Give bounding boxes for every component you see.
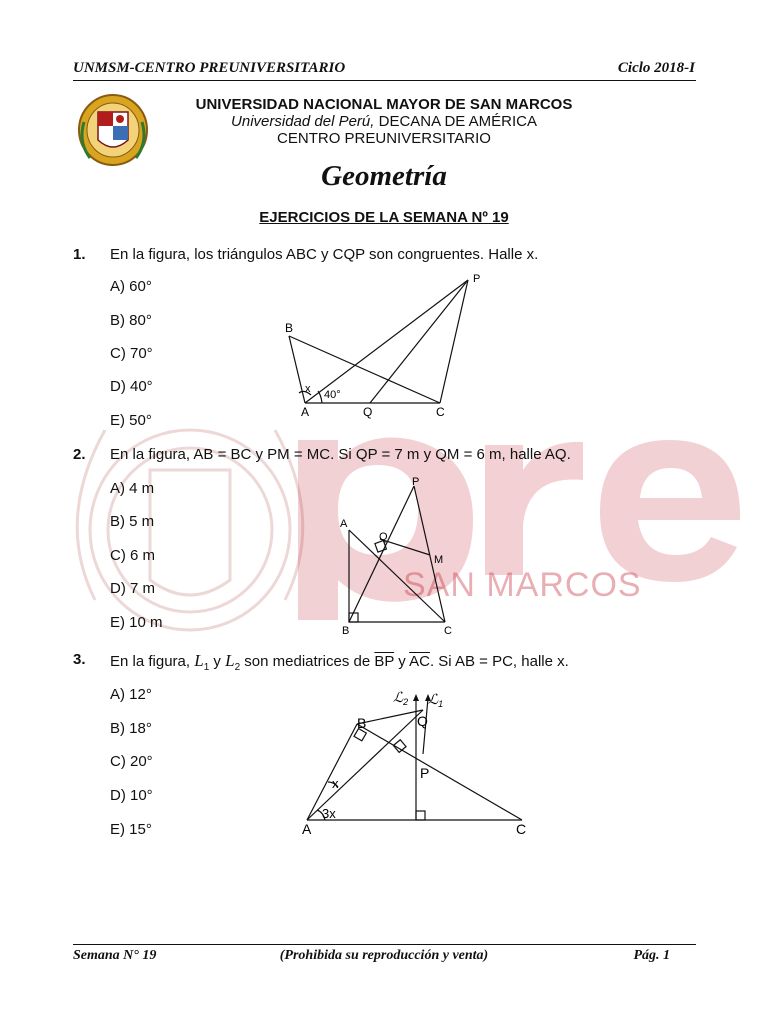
q3-text-a: En la figura, [110,653,195,670]
footer-page: Pág. 1 [633,948,670,963]
question-3-figure [295,684,545,840]
university-subtitle [0,113,768,130]
q1-label-A: A [301,405,310,419]
q1-segment-AP [305,280,468,403]
q1-label-P: P [473,273,481,285]
question-3-option-e: E) 15° [110,821,152,838]
week-title: EJERCICIOS DE LA SEMANA Nº 19 [259,209,509,226]
question-3-option-d: D) 10° [110,787,153,804]
q3-arrow-L2 [413,694,419,701]
footer-rule [73,944,696,945]
q2-label-Q: Q [379,531,388,543]
q3-label-Q: Q [417,713,428,729]
question-2-option-e: E) 10 m [110,614,163,631]
question-2-option-a: A) 4 m [110,480,155,497]
q3-label-3x: 3x [322,806,336,821]
q3-label-L1: ℒ$_1$ [428,691,444,709]
university-subtitle-italic: Universidad del Perú, [231,113,375,130]
q3-right-angle-L2 [416,811,425,820]
question-3-option-b: B) 18° [110,720,152,737]
q3-segment-BC [357,724,522,820]
watermark-brand-sub: SAN MARCOS [403,566,642,604]
q3-label-B: B [357,715,367,731]
header-right: Ciclo 2018-I [617,60,695,76]
university-name: UNIVERSIDAD NACIONAL MAYOR DE SAN MARCOS [195,96,573,113]
q3-seg-BP: $\overline{BP}$ [374,653,395,670]
footer-notice: (Prohibida su reproducción y venta) [279,948,489,963]
q2-right-angle-B [349,613,358,622]
q2-label-C: C [444,625,452,637]
q1-segment-BA [289,336,305,403]
q3-text-b: y [209,653,226,670]
q1-label-40: 40° [324,389,341,401]
q2-segment-BP [349,486,414,622]
q3-text-c: son mediatrices de [240,653,375,670]
q3-label-x: x [332,776,339,791]
q1-label-x: x [305,383,311,395]
q2-label-M: M [434,554,444,566]
question-1-figure [270,266,500,426]
question-3-text [110,651,569,673]
question-1-option-e: E) 50° [110,412,152,429]
q3-label-C: C [516,821,527,837]
question-3-option-c: C) 20° [110,753,153,770]
q3-label-A: A [302,821,312,837]
q3-label-P: P [420,765,430,781]
q3-l1-sub: 1 [203,662,210,673]
q3-seg-AC: $\overline{AC}$ [409,653,430,670]
q3-text-e: . Si AB = PC, halle x. [429,653,569,670]
q2-segment-AC [349,530,445,622]
q3-l1: L [194,651,204,670]
question-2-figure [330,472,470,640]
q1-label-C: C [436,405,445,419]
q3-segment-BQ [357,710,423,724]
q1-label-B: B [285,321,294,335]
question-1-text: En la figura, los triángulos ABC y CQP son congruentes. Halle x. [110,246,539,263]
question-1-option-b: B) 80° [110,312,152,329]
header-left: UNMSM-CENTRO PREUNIVERSITARIO [73,60,346,76]
q2-label-B: B [342,625,350,637]
question-2-option-d: D) 7 m [110,580,155,597]
footer-week: Semana N° 19 [73,948,157,963]
question-2-number: 2. [73,446,86,463]
question-2-option-c: C) 6 m [110,547,155,564]
q3-text-d: y [394,653,410,670]
question-1-option-c: C) 70° [110,345,153,362]
question-1-option-d: D) 40° [110,378,153,395]
q1-label-Q: Q [363,405,373,419]
subject-title: Geometría [321,160,447,192]
q1-angle-40-arc [318,391,322,403]
q2-label-P: P [412,476,420,488]
q1-segment-BC [289,336,440,403]
q3-l2: L [225,651,235,670]
center-name: CENTRO PREUNIVERSITARIO [277,130,491,147]
university-subtitle-rest: DECANA DE AMÉRICA [374,113,537,130]
question-2-text: En la figura, AB = BC y PM = MC. Si QP = 7 m y QM = 6 m, halle AQ. [110,446,571,463]
question-3-number: 3. [73,651,86,668]
question-2-option-b: B) 5 m [110,513,155,530]
q3-label-L2: ℒ$_2$ [393,689,409,707]
question-1-option-a: A) 60° [110,278,152,295]
question-3-option-a: A) 12° [110,686,152,703]
q3-l2-sub: 2 [234,662,241,673]
header-rule [73,80,696,81]
q1-segment-QP [370,280,468,403]
question-1-number: 1. [73,246,86,263]
q2-label-A: A [340,518,348,530]
